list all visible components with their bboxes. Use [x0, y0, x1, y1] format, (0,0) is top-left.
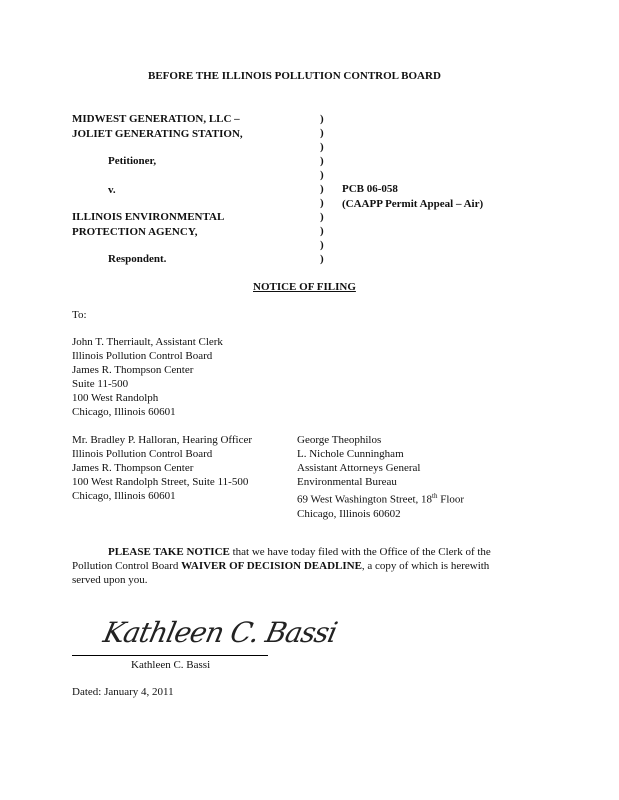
- address-line: Chicago, Illinois 60601: [72, 406, 176, 418]
- respondent-label: Respondent.: [108, 253, 167, 265]
- notice-text: served upon you.: [72, 574, 148, 586]
- caption-paren: ): [320, 113, 324, 125]
- notice-text: Pollution Control Board: [72, 560, 182, 572]
- caption-paren: ): [320, 183, 324, 195]
- petitioner-name-line1: MIDWEST GENERATION, LLC –: [72, 113, 240, 125]
- versus: v.: [108, 184, 116, 196]
- signature-line: [72, 655, 268, 656]
- notice-heading: NOTICE OF FILING: [253, 281, 356, 293]
- respondent-name-line1: ILLINOIS ENVIRONMENTAL: [72, 211, 225, 223]
- petitioner-name-line2: JOLIET GENERATING STATION,: [72, 128, 243, 140]
- notice-lead: PLEASE TAKE NOTICE: [108, 546, 230, 558]
- address-line: James R. Thompson Center: [72, 462, 194, 474]
- recipient-attorneys-general: [297, 433, 464, 521]
- notice-text: that we have today filed with the Office of the Clerk of the: [229, 546, 491, 558]
- caption-paren: ): [320, 253, 324, 265]
- notice-text: , a copy of which is herewith: [361, 560, 490, 572]
- recipient-clerk: [72, 335, 223, 419]
- address-line: Suite 11-500: [72, 378, 129, 390]
- address-line: 100 West Randolph: [72, 392, 159, 404]
- caption-paren: ): [320, 127, 324, 139]
- notice-body: [72, 545, 491, 587]
- address-line: Illinois Pollution Control Board: [72, 350, 213, 362]
- address-line: Chicago, Illinois 60601: [72, 490, 176, 502]
- caption-paren: ): [320, 169, 324, 181]
- address-line: Environmental Bureau: [297, 476, 397, 488]
- caption-paren: ): [320, 239, 324, 251]
- address-line: John T. Therriault, Assistant Clerk: [72, 336, 223, 348]
- address-line: 100 West Randolph Street, Suite 11-500: [72, 476, 249, 488]
- street-suffix: Floor: [437, 493, 465, 506]
- street-prefix: 69 West Washington Street, 18: [297, 493, 433, 506]
- caption-paren: ): [320, 197, 324, 209]
- respondent-name-line2: PROTECTION AGENCY,: [72, 226, 198, 238]
- address-line: James R. Thompson Center: [72, 364, 194, 376]
- address-line: Mr. Bradley P. Halloran, Hearing Officer: [72, 434, 253, 446]
- recipient-hearing-officer: [72, 433, 252, 503]
- address-line: Assistant Attorneys General: [297, 462, 421, 474]
- handwritten-signature: Kathleen C. Bassi: [100, 616, 340, 649]
- signatory-name: Kathleen C. Bassi: [131, 659, 211, 671]
- petitioner-label: Petitioner,: [108, 155, 157, 167]
- caption-paren: ): [320, 211, 324, 223]
- caption-paren: ): [320, 155, 324, 167]
- street-ordinal: th: [432, 492, 438, 500]
- court-title: BEFORE THE ILLINOIS POLLUTION CONTROL BOARD: [148, 70, 441, 82]
- case-type: (CAAPP Permit Appeal – Air): [342, 198, 484, 210]
- caption-paren: ): [320, 225, 324, 237]
- document-title: WAIVER OF DECISION DEADLINE: [181, 560, 362, 572]
- address-line: L. Nichole Cunningham: [297, 448, 404, 460]
- caption-paren: ): [320, 141, 324, 153]
- to-label: To:: [72, 309, 87, 321]
- address-line: George Theophilos: [297, 434, 382, 446]
- address-line-street: [297, 489, 464, 507]
- address-line: Illinois Pollution Control Board: [72, 448, 213, 460]
- address-line: Chicago, Illinois 60602: [297, 507, 401, 520]
- date-line: Dated: January 4, 2011: [72, 686, 174, 698]
- case-number: PCB 06-058: [342, 183, 398, 195]
